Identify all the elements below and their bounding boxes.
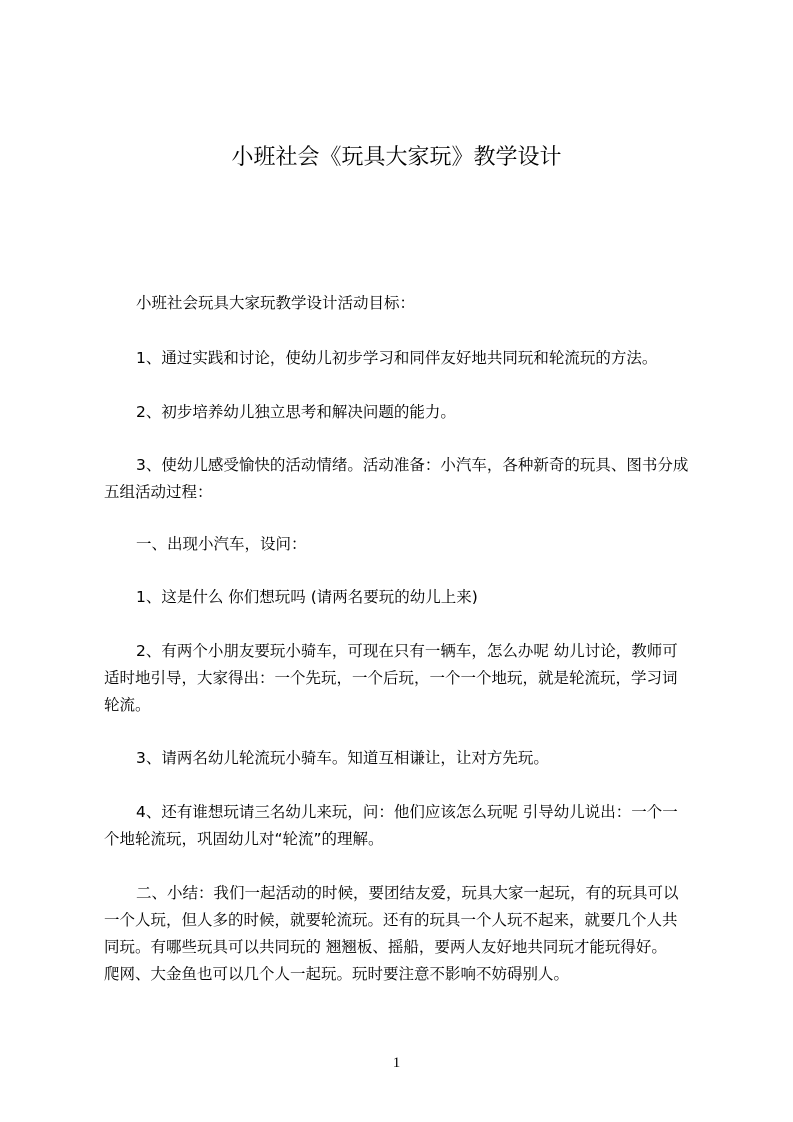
text-line: 2、初步培养幼儿独立思考和解决问题的能力。 [136,403,456,421]
paragraph [104,452,704,506]
text-line: 2、有两个小朋友要玩小骑车，可现在只有一辆车，怎么办呢 幼儿讨论，教师可 [136,642,678,660]
text-line: 二、小结：我们一起活动的时候，要团结友爱，玩具大家一起玩，有的玩具可以 [136,884,679,902]
text-line: 轮流。 [104,696,151,714]
text-line: 爬网、大金鱼也可以几个人一起玩。玩时要注意不影响不妨碍别人。 [104,965,570,983]
page-number: 1 [392,1055,401,1071]
paragraph [104,880,704,988]
text-line: 适时地引导，大家得出：一个先玩，一个后玩，一个一个地玩，就是轮流玩，学习词 [104,669,678,687]
paragraph [104,799,704,853]
text-line: 1、这是什么 你们想玩吗 (请两名要玩的幼儿上来) [136,588,478,606]
text-line: 同玩。有哪些玩具可以共同玩的 翘翘板、摇船，要两人友好地共同玩才能玩得好。 [104,938,667,956]
document-title: 小班社会《玩具大家玩》教学设计 [231,145,562,170]
text-line: 五组活动过程： [104,483,213,501]
text-line: 一、出现小汽车，设问： [136,535,307,553]
paragraph [104,638,704,719]
paragraph [104,531,704,558]
text-line: 3、使幼儿感受愉快的活动情绪。活动准备：小汽车，各种新奇的玩具、图书分成 [136,456,689,474]
paragraph [104,399,704,426]
text-line: 3、请两名幼儿轮流玩小骑车。知道互相谦让，让对方先玩。 [136,749,549,767]
text-line: 4、还有谁想玩请三名幼儿来玩，问：他们应该怎么玩呢 引导幼儿说出：一个一 [136,803,678,821]
text-line: 小班社会玩具大家玩教学设计活动目标： [136,294,416,312]
paragraph [104,290,704,317]
text-line: 个地轮流玩，巩固幼儿对“轮流”的理解。 [104,830,384,848]
text-line: 1、通过实践和讨论，使幼儿初步学习和同伴友好地共同玩和轮流玩的方法。 [136,349,658,367]
text-line: 一个人玩，但人多的时候，就要轮流玩。还有的玩具一个人玩不起来，就要几个人共 [104,911,678,929]
paragraph [104,584,704,611]
paragraph [104,745,704,772]
paragraph [104,345,704,372]
